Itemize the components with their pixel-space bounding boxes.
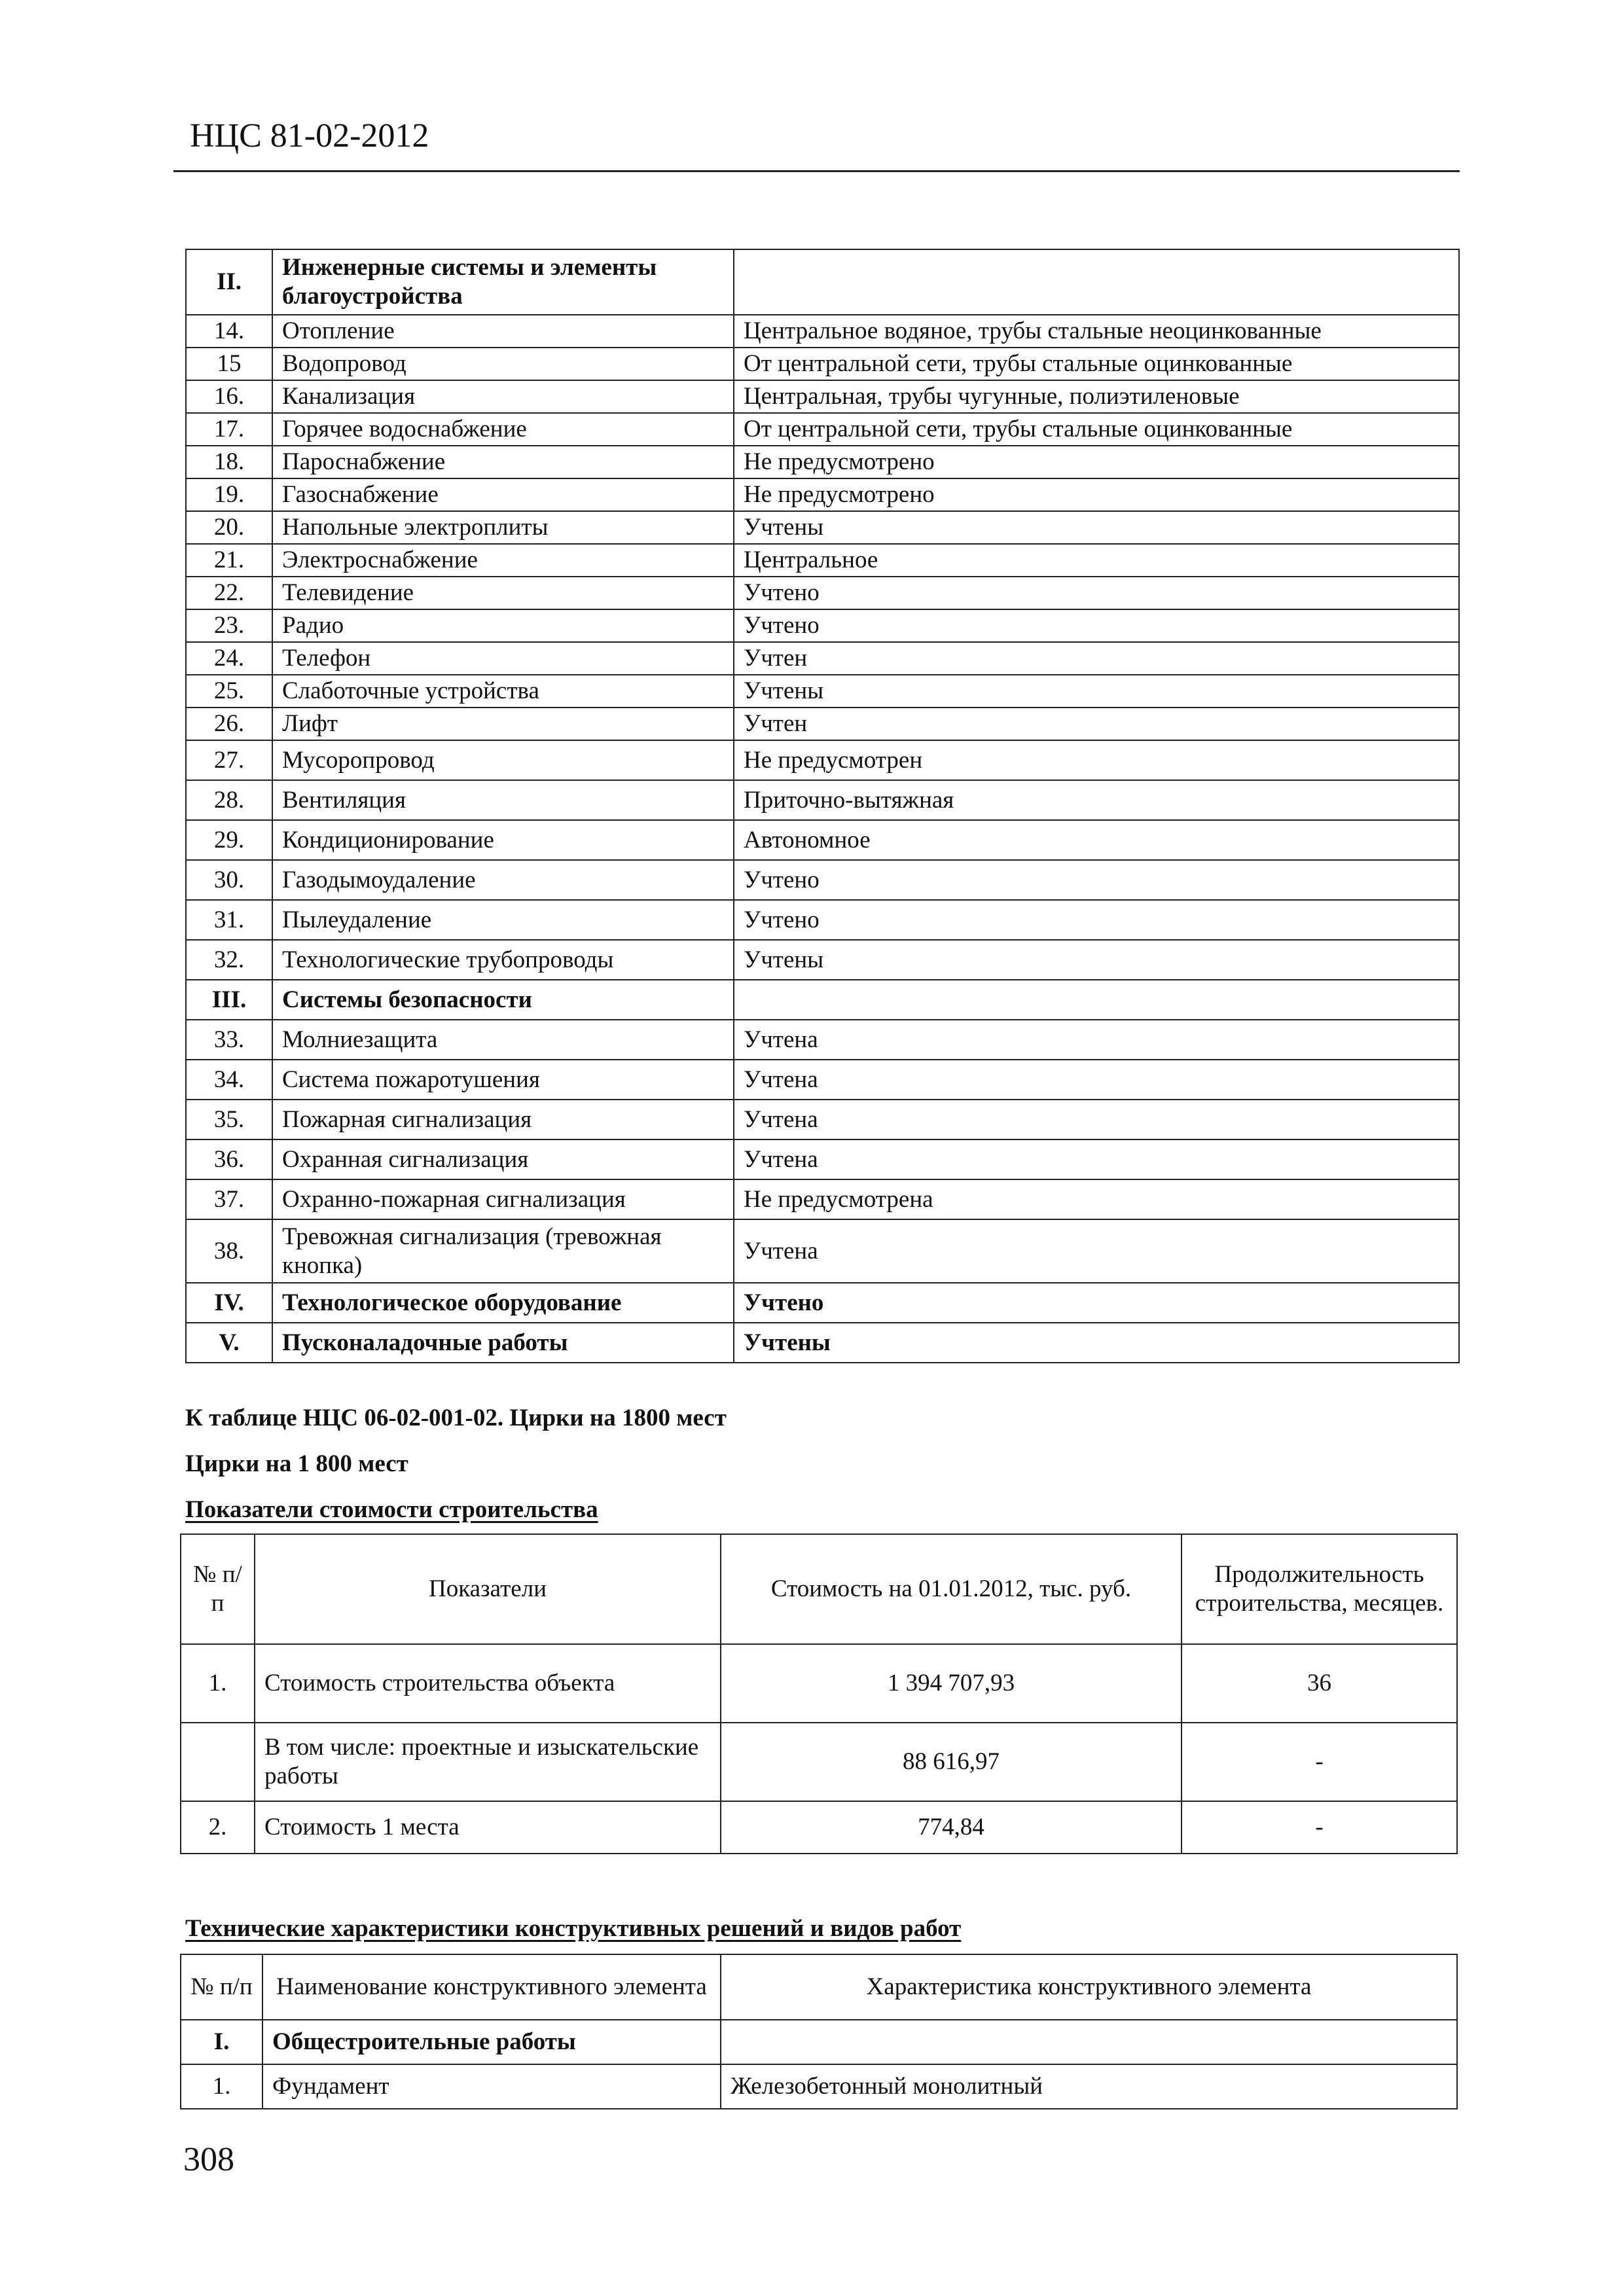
row-number: 1. xyxy=(181,1644,255,1723)
table-row xyxy=(186,478,1459,511)
element-name: Общестроительные работы xyxy=(262,2020,721,2064)
element-value: Автономное xyxy=(734,820,1459,860)
row-number: 2. xyxy=(181,1801,255,1854)
element-name: Телевидение xyxy=(272,577,734,609)
element-name: Пылеудаление xyxy=(272,900,734,940)
table-row xyxy=(186,577,1459,609)
element-value: Центральное xyxy=(734,544,1459,577)
element-name: Инженерные системы и элементы благоустройства xyxy=(272,249,734,315)
table-row xyxy=(181,1644,1457,1723)
cost-value: 88 616,97 xyxy=(721,1723,1182,1801)
duration-value: - xyxy=(1182,1723,1457,1801)
indicator-name: Стоимость строительства объекта xyxy=(255,1644,721,1723)
element-name: Лифт xyxy=(272,708,734,740)
element-value: Учтена xyxy=(734,1020,1459,1060)
element-name: Электроснабжение xyxy=(272,544,734,577)
table-row xyxy=(186,511,1459,544)
element-value: От центральной сети, трубы стальные оцинкованные xyxy=(734,413,1459,446)
row-number: 16. xyxy=(186,380,272,413)
technical-characteristics-table xyxy=(180,1954,1458,2109)
element-name: Охранно-пожарная сигнализация xyxy=(272,1179,734,1219)
row-number: 31. xyxy=(186,900,272,940)
element-value: Не предусмотрено xyxy=(734,478,1459,511)
element-value: Учтено xyxy=(734,860,1459,900)
duration-value: - xyxy=(1182,1801,1457,1854)
table-row xyxy=(181,1801,1457,1854)
row-number: V. xyxy=(186,1323,272,1363)
element-name: Охранная сигнализация xyxy=(272,1139,734,1179)
element-name: Телефон xyxy=(272,642,734,675)
table-row xyxy=(186,544,1459,577)
page-number: 308 xyxy=(183,2141,234,2178)
element-value: Учтена xyxy=(734,1060,1459,1100)
row-number: 18. xyxy=(186,446,272,478)
element-value: Учтены xyxy=(734,511,1459,544)
element-value: Учтен xyxy=(734,708,1459,740)
element-name: Газоснабжение xyxy=(272,478,734,511)
table-row xyxy=(186,315,1459,348)
tech-table-caption: Технические характеристики конструктивных решений и видов работ xyxy=(185,1915,962,1942)
row-number: 37. xyxy=(186,1179,272,1219)
row-number: 19. xyxy=(186,478,272,511)
element-value: Железобетонный монолитный xyxy=(721,2064,1457,2109)
table-row xyxy=(186,940,1459,980)
element-value: Центральное водяное, трубы стальные неоцинкованные xyxy=(734,315,1459,348)
row-number: 32. xyxy=(186,940,272,980)
element-value: Учтен xyxy=(734,642,1459,675)
row-number: II. xyxy=(186,249,272,315)
table-row xyxy=(186,642,1459,675)
table-row xyxy=(186,348,1459,380)
element-name: Радио xyxy=(272,609,734,642)
element-name: Пожарная сигнализация xyxy=(272,1100,734,1139)
element-value: Учтена xyxy=(734,1100,1459,1139)
element-value: Учтено xyxy=(734,1283,1459,1323)
element-value: Приточно-вытяжная xyxy=(734,780,1459,820)
element-value: Не предусмотрена xyxy=(734,1179,1459,1219)
cost-value: 774,84 xyxy=(721,1801,1182,1854)
element-value: Учтена xyxy=(734,1219,1459,1283)
row-number: 20. xyxy=(186,511,272,544)
row-number: 36. xyxy=(186,1139,272,1179)
element-name: Мусоропровод xyxy=(272,740,734,780)
element-name: Отопление xyxy=(272,315,734,348)
cost-table-caption: Показатели стоимости строительства xyxy=(185,1496,598,1523)
element-name: Фундамент xyxy=(262,2064,721,2109)
table-row xyxy=(186,609,1459,642)
row-number: 27. xyxy=(186,740,272,780)
table-row xyxy=(186,675,1459,708)
element-name: Горячее водоснабжение xyxy=(272,413,734,446)
element-name: Водопровод xyxy=(272,348,734,380)
table-row xyxy=(186,1283,1459,1323)
indicator-name: В том числе: проектные и изыскательские работы xyxy=(255,1723,721,1801)
table-row xyxy=(186,1100,1459,1139)
cost-header-number: № п/п xyxy=(181,1534,255,1644)
element-value: Учтены xyxy=(734,675,1459,708)
cost-header-indicator: Показатели xyxy=(255,1534,721,1644)
table-row xyxy=(186,446,1459,478)
cost-indicators-table xyxy=(180,1534,1458,1854)
element-name: Пусконаладочные работы xyxy=(272,1323,734,1363)
table-row xyxy=(186,1179,1459,1219)
table-row xyxy=(186,780,1459,820)
element-value: Не предусмотрено xyxy=(734,446,1459,478)
row-number: I. xyxy=(181,2020,262,2064)
element-name: Технологические трубопроводы xyxy=(272,940,734,980)
element-value: Учтена xyxy=(734,1139,1459,1179)
row-number: 29. xyxy=(186,820,272,860)
row-number: 21. xyxy=(186,544,272,577)
table-row xyxy=(186,860,1459,900)
element-value: Учтено xyxy=(734,609,1459,642)
section-subtitle: Цирки на 1 800 мест xyxy=(185,1450,408,1477)
table-row xyxy=(186,900,1459,940)
element-value: Учтены xyxy=(734,1323,1459,1363)
table-row xyxy=(186,1020,1459,1060)
table-row xyxy=(186,249,1459,315)
row-number: 14. xyxy=(186,315,272,348)
row-number xyxy=(181,1723,255,1801)
row-number: 23. xyxy=(186,609,272,642)
table-row xyxy=(186,1323,1459,1363)
table-row xyxy=(186,708,1459,740)
element-value: Учтено xyxy=(734,577,1459,609)
cost-header-cost: Стоимость на 01.01.2012, тыс. руб. xyxy=(721,1534,1182,1644)
table-row xyxy=(186,1060,1459,1100)
element-name: Вентиляция xyxy=(272,780,734,820)
element-name: Слаботочные устройства xyxy=(272,675,734,708)
row-number: III. xyxy=(186,980,272,1020)
element-name: Система пожаротушения xyxy=(272,1060,734,1100)
indicator-name: Стоимость 1 места xyxy=(255,1801,721,1854)
row-number: 24. xyxy=(186,642,272,675)
table-row xyxy=(181,1723,1457,1801)
row-number: 25. xyxy=(186,675,272,708)
element-value: Учтено xyxy=(734,900,1459,940)
header-divider xyxy=(173,170,1460,172)
row-number: 38. xyxy=(186,1219,272,1283)
table-row xyxy=(186,1219,1459,1283)
row-number: 1. xyxy=(181,2064,262,2109)
element-name: Газодымоудаление xyxy=(272,860,734,900)
row-number: 15 xyxy=(186,348,272,380)
element-value: Центральная, трубы чугунные, полиэтиленовые xyxy=(734,380,1459,413)
cost-header-duration: Продолжительность строительства, месяцев. xyxy=(1182,1534,1457,1644)
element-name: Молниезащита xyxy=(272,1020,734,1060)
document-code: НЦС 81-02-2012 xyxy=(190,117,429,154)
row-number: 33. xyxy=(186,1020,272,1060)
table-row xyxy=(186,820,1459,860)
tech-header-characteristic: Характеристика конструктивного элемента xyxy=(721,1954,1457,2020)
table-row xyxy=(186,740,1459,780)
row-number: 28. xyxy=(186,780,272,820)
element-name: Канализация xyxy=(272,380,734,413)
element-value xyxy=(721,2020,1457,2064)
element-name: Пароснабжение xyxy=(272,446,734,478)
tech-header-number: № п/п xyxy=(181,1954,262,2020)
table-row xyxy=(186,980,1459,1020)
table-row xyxy=(181,2020,1457,2064)
table-row xyxy=(186,1139,1459,1179)
table-row xyxy=(186,413,1459,446)
engineering-systems-table xyxy=(185,249,1460,1363)
element-value: Не предусмотрен xyxy=(734,740,1459,780)
row-number: 17. xyxy=(186,413,272,446)
element-value xyxy=(734,980,1459,1020)
element-value xyxy=(734,249,1459,315)
duration-value: 36 xyxy=(1182,1644,1457,1723)
row-number: IV. xyxy=(186,1283,272,1323)
table-row xyxy=(181,2064,1457,2109)
row-number: 30. xyxy=(186,860,272,900)
row-number: 34. xyxy=(186,1060,272,1100)
tech-header-element: Наименование конструктивного элемента xyxy=(262,1954,721,2020)
element-name: Тревожная сигнализация (тревожная кнопка) xyxy=(272,1219,734,1283)
element-name: Технологическое оборудование xyxy=(272,1283,734,1323)
row-number: 22. xyxy=(186,577,272,609)
row-number: 35. xyxy=(186,1100,272,1139)
element-name: Кондиционирование xyxy=(272,820,734,860)
element-name: Напольные электроплиты xyxy=(272,511,734,544)
element-value: Учтены xyxy=(734,940,1459,980)
table-row xyxy=(186,380,1459,413)
element-name: Системы безопасности xyxy=(272,980,734,1020)
row-number: 26. xyxy=(186,708,272,740)
element-value: От центральной сети, трубы стальные оцинкованные xyxy=(734,348,1459,380)
cost-value: 1 394 707,93 xyxy=(721,1644,1182,1723)
section-title: К таблице НЦС 06-02-001-02. Цирки на 1800 мест xyxy=(185,1405,727,1431)
